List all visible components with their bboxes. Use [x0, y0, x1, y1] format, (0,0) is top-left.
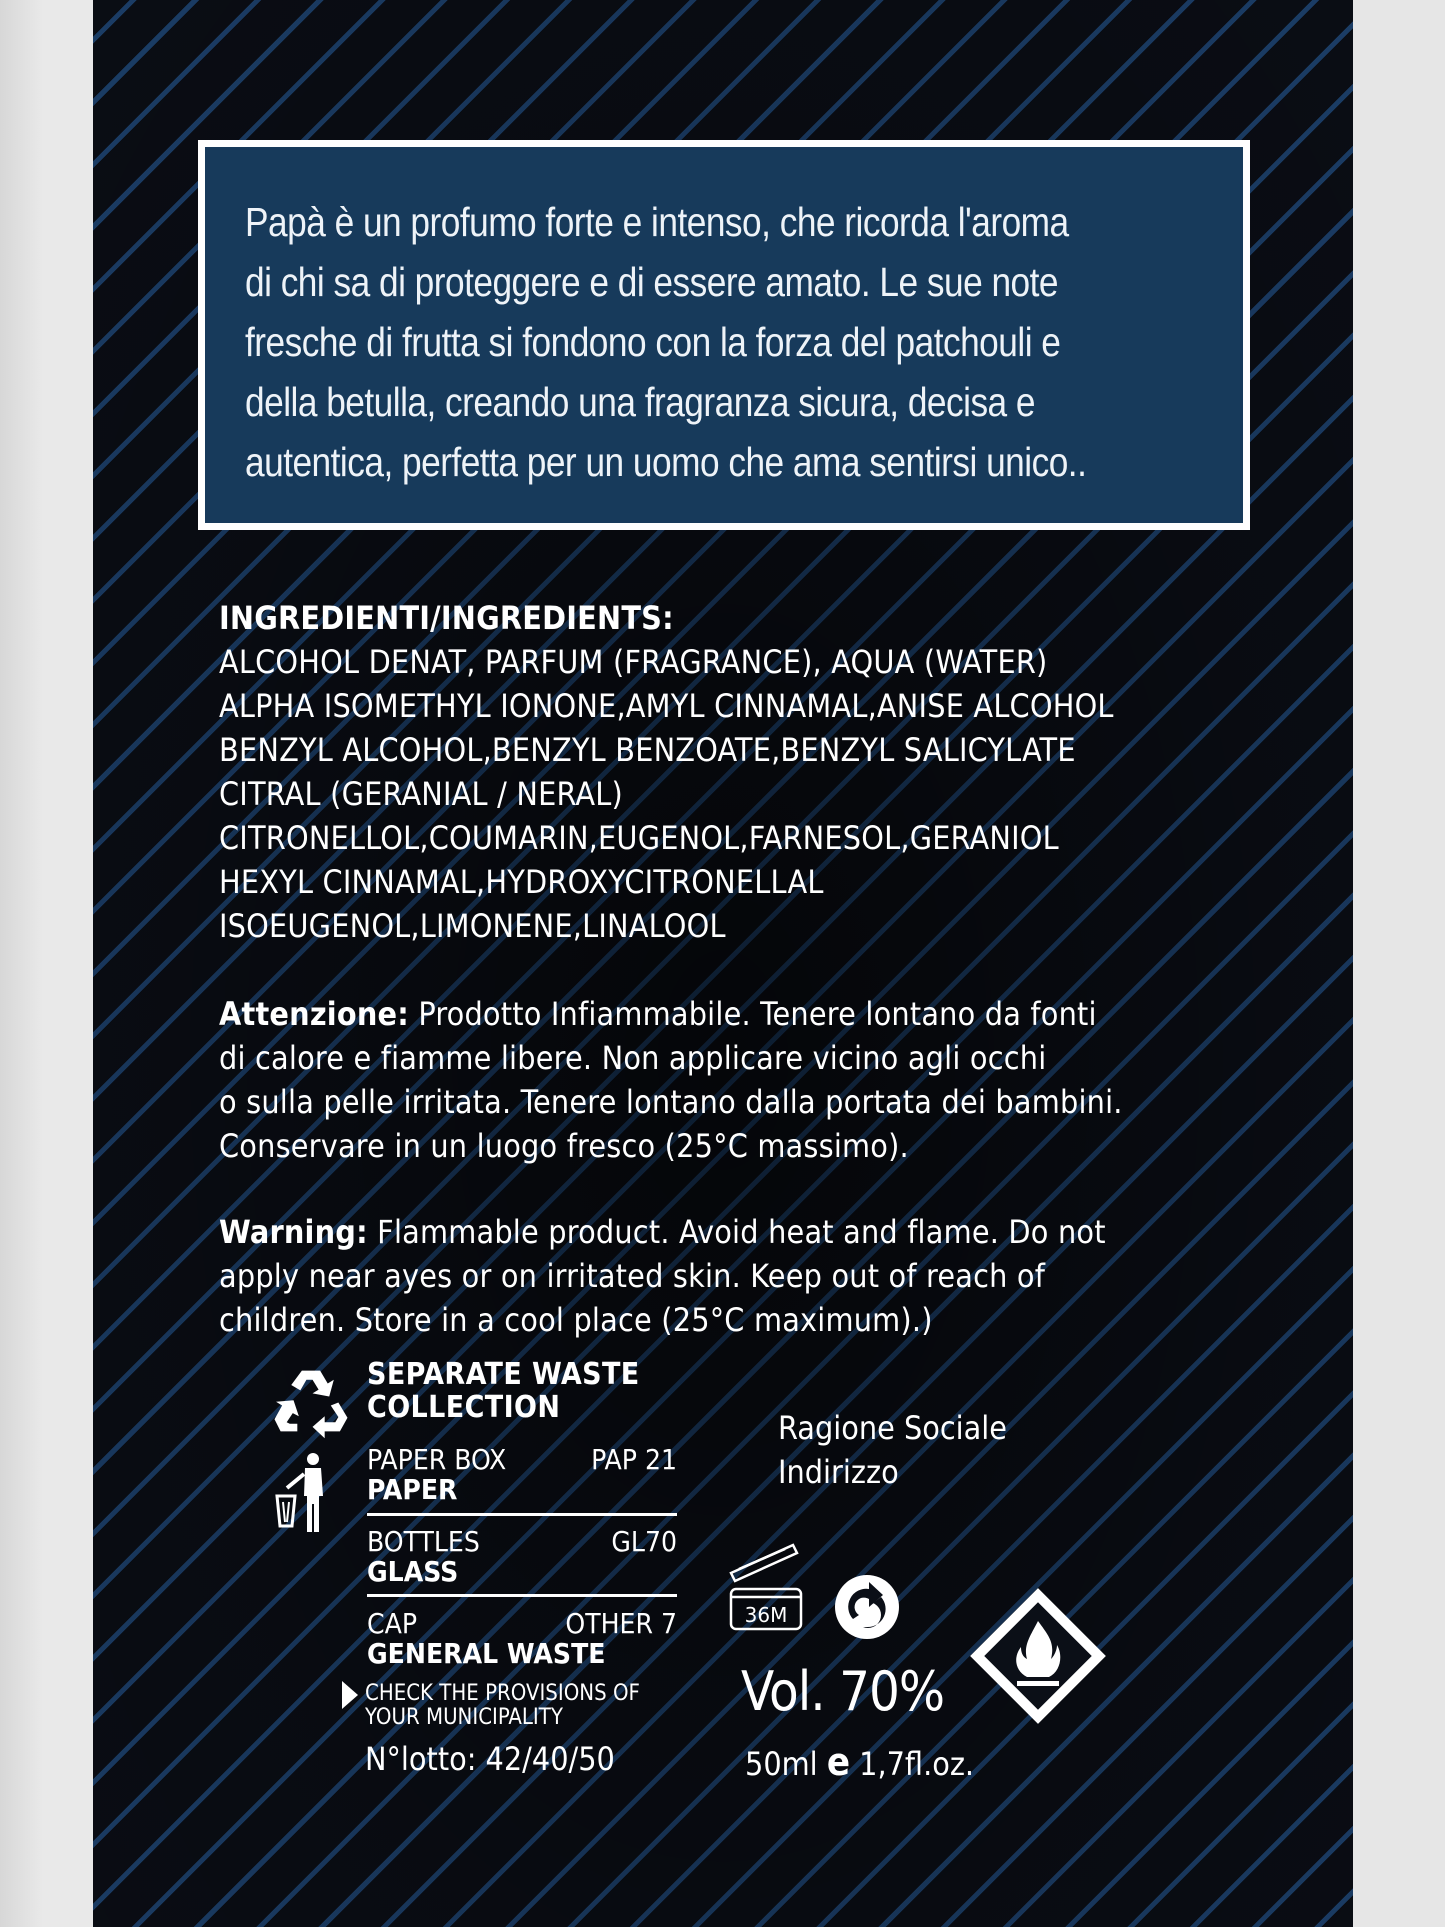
flammable-icon	[963, 1581, 1113, 1731]
ingredients-title: INGREDIENTI/INGREDIENTS:	[219, 599, 674, 637]
alcohol-volume: Vol. 70%	[741, 1660, 945, 1723]
ingredients-line: CITRONELLOL,COUMARIN,EUGENOL,FARNESOL,GERANIOL	[219, 819, 1059, 857]
ingredients-line: BENZYL ALCOHOL,BENZYL BENZOATE,BENZYL SALICYLATE	[219, 731, 1076, 769]
waste-item-name: CAP	[367, 1607, 418, 1640]
ingredients-line: ALCOHOL DENAT, PARFUM (FRAGRANCE), AQUA (WATER)	[219, 643, 1048, 681]
waste-item-material: GLASS	[367, 1555, 459, 1588]
warning-key: Warning:	[219, 1213, 368, 1251]
description-line: Papà è un profumo forte e intenso, che ricorda l'aroma	[245, 199, 1069, 245]
recycle-icon	[273, 1363, 349, 1439]
estimated-sign: e	[826, 1740, 851, 1784]
attention-section	[219, 992, 1123, 1168]
triangle-arrow-icon	[342, 1681, 358, 1709]
attention-line: Conservare in un luogo fresco (25°C massimo).	[219, 1127, 909, 1165]
company-address: Indirizzo	[778, 1453, 899, 1491]
ingredients-section	[219, 596, 1114, 948]
ingredients-line: ISOEUGENOL,LIMONENE,LINALOOL	[219, 907, 726, 945]
description-text	[245, 192, 1105, 492]
quantity	[745, 1740, 974, 1784]
ingredients-line: CITRAL (GERANIAL / NERAL)	[219, 775, 623, 813]
warning-text: Flammable product. Avoid heat and flame. Do not	[367, 1213, 1106, 1251]
description-line: autentica, perfetta per un uomo che ama sentirsi unico..	[245, 439, 1087, 485]
warning-line: apply near ayes or on irritated skin. Keep out of reach of	[219, 1257, 1046, 1295]
waste-collection-title	[367, 1358, 640, 1424]
waste-row-cap	[367, 1609, 677, 1669]
waste-item-name: BOTTLES	[367, 1525, 480, 1558]
description-line: fresche di frutta si fondono con la forza del patchouli e	[245, 319, 1061, 365]
waste-item-code: GL70	[611, 1525, 677, 1558]
check-line: CHECK THE PROVISIONS OF	[365, 1681, 640, 1706]
waste-item-material: GENERAL WASTE	[367, 1637, 606, 1670]
check-line: YOUR MUNICIPALITY	[365, 1705, 563, 1730]
pao-jar-icon	[725, 1537, 805, 1637]
pao-label: 36M	[744, 1603, 788, 1627]
description-line: della betulla, creando una fragranza sicura, decisa e	[245, 379, 1036, 425]
product-label	[93, 0, 1353, 1927]
warning-section	[219, 1210, 1106, 1342]
warning-line: children. Store in a cool place (25°C maximum).)	[219, 1301, 933, 1339]
company-name: Ragione Sociale	[778, 1409, 1008, 1447]
waste-row-paper	[367, 1445, 677, 1505]
quantity-floz: 1,7fl.oz.	[859, 1745, 975, 1783]
waste-item-material: PAPER	[367, 1473, 458, 1506]
bin-icon	[275, 1452, 331, 1534]
ingredients-line: HEXYL CINNAMAL,HYDROXYCITRONELLAL	[219, 863, 824, 901]
divider	[367, 1594, 677, 1597]
waste-title-line: SEPARATE WASTE	[367, 1357, 640, 1392]
warning-line	[219, 1210, 1106, 1254]
quantity-ml: 50ml	[745, 1745, 818, 1783]
lot-number: N°lotto: 42/40/50	[365, 1740, 615, 1778]
attention-text: Prodotto Infiammabile. Tenere lontano da fonti	[408, 995, 1097, 1033]
waste-title-line: COLLECTION	[367, 1390, 561, 1425]
waste-row-glass	[367, 1527, 677, 1587]
attention-line: di calore e fiamme libere. Non applicare vicino agli occhi	[219, 1039, 1047, 1077]
green-dot-icon	[833, 1573, 901, 1641]
attention-line	[219, 992, 1123, 1036]
company-info	[778, 1406, 1007, 1494]
attention-line: o sulla pelle irritata. Tenere lontano dalla portata dei bambini.	[219, 1083, 1123, 1121]
waste-item-code: PAP 21	[591, 1443, 677, 1476]
check-provisions-text	[365, 1682, 640, 1730]
waste-item-name: PAPER BOX	[367, 1443, 507, 1476]
attention-key: Attenzione:	[219, 995, 409, 1033]
waste-item-code: OTHER 7	[565, 1607, 677, 1640]
divider	[367, 1513, 677, 1516]
description-box	[198, 140, 1250, 530]
description-line: di chi sa di proteggere e di essere amato. Le sue note	[245, 259, 1059, 305]
ingredients-line: ALPHA ISOMETHYL IONONE,AMYL CINNAMAL,ANISE ALCOHOL	[219, 687, 1114, 725]
